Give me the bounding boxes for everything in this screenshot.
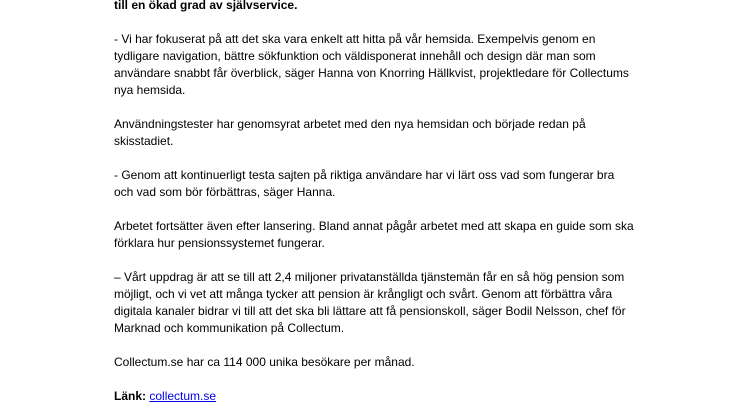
paragraph-gap: [114, 252, 644, 269]
text-line: och vad som bör förbättras, säger Hanna.: [114, 185, 336, 199]
paragraph-quote-mission: [114, 269, 644, 337]
paragraph-gap: [114, 99, 644, 116]
paragraph-quote-navigation: [114, 31, 644, 99]
text-line: förklara hur pensionssystemet fungerar.: [114, 236, 325, 250]
paragraph-gap: [114, 337, 644, 354]
document-page: [114, 0, 644, 405]
text-line: – Vårt uppdrag är att se till att 2,4 miljoner privatanställda tjänstemän får en så hög pension som: [114, 270, 625, 284]
text-line: - Genom att kontinuerligt testa sajten på riktiga användare har vi lärt oss vad som fungerar bra: [114, 168, 615, 182]
text-line: Collectum.se har ca 114 000 unika besökare per månad.: [114, 355, 415, 369]
paragraph-usability-tests: [114, 116, 644, 150]
paragraph-gap: [114, 150, 644, 167]
text-line: digitala kanaler bidrar vi till att det ska bli lättare att få pensionskoll, säger Bodil Nelsson, chef för: [114, 304, 626, 318]
collectum-link[interactable]: collectum.se: [149, 389, 217, 403]
paragraph-quote-testing: [114, 167, 644, 201]
paragraph-gap: [114, 14, 644, 31]
paragraph-visitor-stats: [114, 354, 644, 371]
paragraph-gap: [114, 371, 644, 388]
text-line: möjligt, och vi vet att många tycker att pension är krångligt och svårt. Genom att förbättra våra: [114, 287, 613, 301]
paragraph-continued-work: [114, 218, 644, 252]
link-line: [114, 388, 644, 405]
text-line: nya hemsida.: [114, 83, 186, 97]
text-line: Användningstester har genomsyrat arbetet med den nya hemsidan och började redan på: [114, 117, 586, 131]
paragraph-gap: [114, 201, 644, 218]
text-line: tydligare navigation, bättre sökfunktion och väldisponerat innehåll och design där man som: [114, 49, 596, 63]
text-line: Marknad och kommunikation på Collectum.: [114, 321, 345, 335]
text-line: - Vi har fokuserat på att det ska vara enkelt att hitta på vår hemsida. Exempelvis genom en: [114, 32, 596, 46]
text-line: användare snabbt får överblick, säger Hanna von Knorring Hällkvist, projektledare för Collectums: [114, 66, 629, 80]
link-label: Länk:: [114, 389, 147, 403]
text-line: Arbetet fortsätter även efter lansering. Bland annat pågår arbetet med att skapa en guide som ska: [114, 219, 634, 233]
text-line: skisstadiet.: [114, 134, 174, 148]
intro-bold-line: till en ökad grad av självservice.: [114, 0, 298, 12]
